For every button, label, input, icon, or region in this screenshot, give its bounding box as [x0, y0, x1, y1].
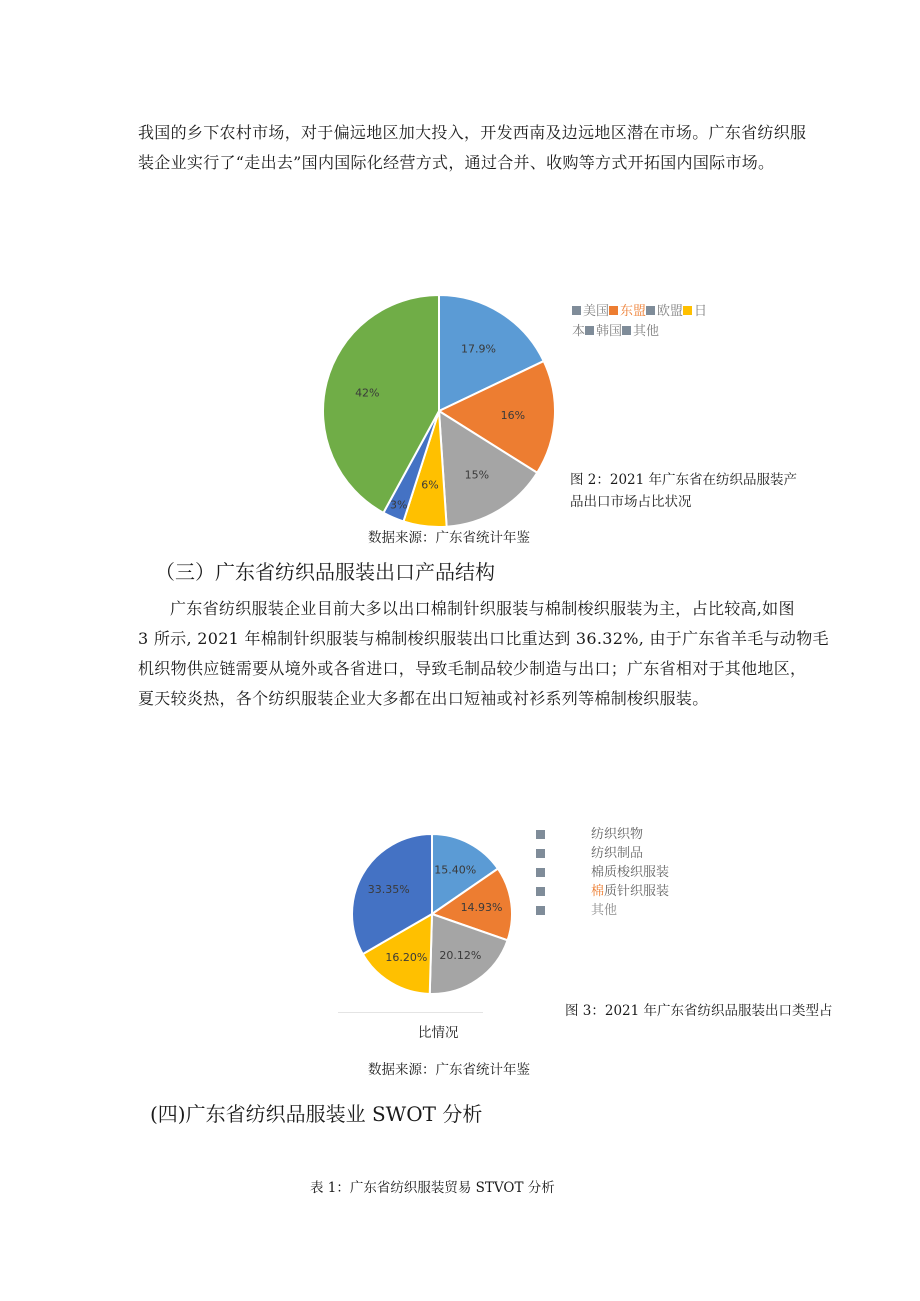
figure2-legend-row-2 [572, 322, 742, 342]
pie-data-label: 42% [355, 386, 380, 400]
legend-item-cotton-knit [536, 882, 706, 901]
intro-line-2: 装企业实行了“走出去”国内国际化经营方式，通过合并、收购等方式开拓国内国际市场。 [138, 153, 775, 172]
pie-data-label: 20.12% [439, 949, 482, 963]
pie-data-label: 6% [421, 478, 439, 492]
pie-data-label: 16% [500, 409, 526, 423]
legend-label-usa: 美国 [583, 304, 610, 319]
legend-swatch [536, 849, 545, 858]
legend-item-other [536, 901, 706, 920]
legend-item-textile-fabric [536, 825, 706, 844]
legend-label-korea: 韩国 [596, 324, 623, 339]
pie-data-label: 16.20% [385, 950, 428, 964]
legend-label-accent-char: 棉 [591, 884, 605, 899]
figure3-pie-chart [350, 832, 515, 997]
legend-item-textile-products [536, 844, 706, 863]
figure2-caption [570, 469, 840, 513]
figure2-source: 数据来源：广东省统计年鉴 [368, 530, 530, 546]
pie-data-label: 14.93% [460, 901, 503, 915]
figure2-legend [572, 302, 742, 342]
legend-swatch [536, 906, 545, 915]
pie-data-label: 17.9% [461, 342, 496, 356]
legend-swatch [585, 326, 594, 335]
section3-heading: （三）广东省纺织品服装出口产品结构 [155, 560, 495, 584]
intro-paragraph [138, 118, 858, 178]
legend-swatch [646, 306, 655, 315]
figure3-source: 数据来源：广东省统计年鉴 [368, 1062, 530, 1078]
figure2-pie-chart [320, 292, 560, 532]
legend-label: 纺织织物 [591, 827, 644, 842]
legend-label: 纺织制品 [591, 846, 644, 861]
section3-paragraph [138, 594, 863, 714]
figure2-caption-line-2: 品出口市场占比状况 [570, 494, 692, 510]
figure3-divider [338, 1012, 483, 1013]
legend-label-japan-part1: 日 [694, 304, 708, 319]
section4-heading: (四)广东省纺织品服装业 SWOT 分析 [150, 1102, 483, 1126]
legend-label [591, 882, 669, 901]
figure2-caption-line-1: 图 2：2021 年广东省在纺织品服装产 [570, 472, 798, 488]
legend-label-rest: 质针织服装 [604, 884, 670, 899]
legend-label: 棉质梭织服装 [591, 865, 670, 880]
pie-data-label: 3% [389, 498, 408, 512]
legend-label-other: 其他 [633, 324, 660, 339]
legend-label: 其他 [591, 903, 618, 918]
figure3-caption-line-1: 图 3：2021 年广东省纺织品服装出口类型占 [565, 1003, 833, 1019]
legend-swatch [683, 306, 692, 315]
legend-label-asean: 东盟 [620, 304, 647, 319]
figure3-legend [536, 825, 706, 920]
section3-line-2: 3 所示, 2021 年棉制针织服装与棉制梭织服装出口比重达到 36.32%, 由于广东省羊毛与动物毛 [138, 629, 829, 648]
figure3-caption-line-2: 比情况 [418, 1025, 459, 1041]
legend-swatch [572, 306, 581, 315]
figure2-legend-row-1 [572, 302, 742, 322]
legend-swatch [536, 868, 545, 877]
legend-swatch [536, 830, 545, 839]
pie-data-label: 15% [464, 468, 490, 482]
legend-label-japan-part2: 本 [572, 324, 586, 339]
section3-line-1: 广东省纺织服装企业目前大多以出口棉制针织服装与棉制梭织服装为主，占比较高,如图 [170, 599, 795, 618]
legend-item-cotton-woven [536, 863, 706, 882]
legend-label-eu: 欧盟 [657, 304, 684, 319]
pie-data-label: 15.40% [434, 863, 477, 877]
legend-swatch [536, 887, 545, 896]
intro-line-1: 我国的乡下农村市场，对于偏远地区加大投入，开发西南及边远地区潜在市场。广东省纺织服 [138, 123, 807, 142]
section3-line-4: 夏天较炎热，各个纺织服装企业大多都在出口短袖或衬衫系列等棉制梭织服装。 [138, 689, 709, 708]
legend-swatch [609, 306, 618, 315]
table1-caption: 表 1：广东省纺织服装贸易 STVOT 分析 [310, 1180, 555, 1196]
section3-line-3: 机织物供应链需要从境外或各省进口，导致毛制品较少制造与出口；广东省相对于其他地区， [138, 659, 807, 678]
legend-swatch [622, 326, 631, 335]
pie-data-label: 33.35% [367, 882, 410, 896]
